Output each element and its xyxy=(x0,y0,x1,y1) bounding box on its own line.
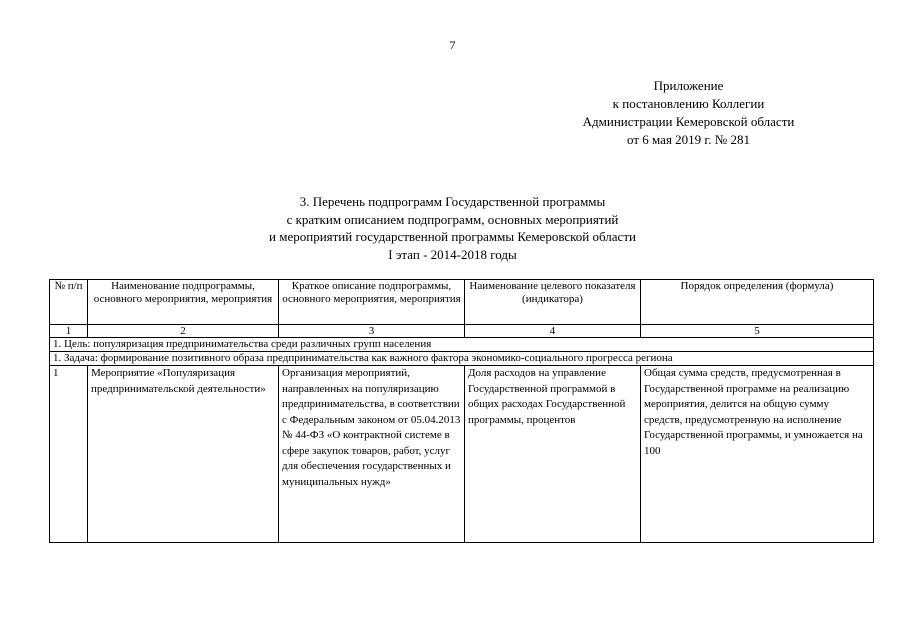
column-number: 4 xyxy=(465,325,641,338)
header-num: № п/п xyxy=(50,280,88,325)
goal-row xyxy=(50,338,874,352)
row-indicator: Доля расходов на управление Государственной программой в общих расходах Государственной программы, процентов xyxy=(465,366,641,543)
row-description: Организация мероприятий, направленных на популяризацию предпринимательства, в соответствии с Федеральным законом от 05.04.2013 № 44-ФЗ «О контрактной системе в сфере закупок товаров, работ, услуг для обеспечения государственных и муниципальных нужд» xyxy=(279,366,465,543)
row-name: Мероприятие «Популяризация предпринимательской деятельности» xyxy=(88,366,279,543)
task-row xyxy=(50,352,874,366)
program-table xyxy=(49,279,874,543)
title-line-3: и мероприятий государственной программы Кемеровской области xyxy=(269,229,636,244)
title-line-1: 3. Перечень подпрограмм Государственной программы xyxy=(299,194,606,209)
task-text: 1. Задача: формирование позитивного образа предпринимательства как важного фактора экономико-социального прогресса региона xyxy=(50,352,874,366)
column-number: 2 xyxy=(88,325,279,338)
column-number: 1 xyxy=(50,325,88,338)
document-title xyxy=(200,193,705,263)
title-line-2: с кратким описанием подпрограмм, основных мероприятий xyxy=(286,211,619,227)
row-formula: Общая сумма средств, предусмотренная в Государственной программе на реализацию мероприятия, делится на общую сумму средств, предусмотренную на исполнение Государственной программы, и умножается на 100 xyxy=(641,366,874,543)
appendix-line-3: Администрации Кемеровской области xyxy=(582,114,795,129)
goal-text: 1. Цель: популяризация предпринимательства среди различных групп населения xyxy=(50,338,874,352)
title-line-4: I этап - 2014-2018 годы xyxy=(388,246,517,262)
table-header-row xyxy=(50,280,874,325)
header-name: Наименование подпрограммы, основного мероприятия, мероприятия xyxy=(88,280,279,325)
header-description: Краткое описание подпрограммы, основного мероприятия, мероприятия xyxy=(279,280,465,325)
appendix-line-1: Приложение xyxy=(653,78,724,93)
row-num: 1 xyxy=(50,366,88,543)
appendix-line-4: от 6 мая 2019 г. № 281 xyxy=(627,132,750,147)
appendix-line-2: к постановлению Коллегии xyxy=(612,96,765,111)
page-number: 7 xyxy=(449,38,456,52)
header-formula: Порядок определения (формула) xyxy=(641,280,874,325)
column-number: 5 xyxy=(641,325,874,338)
appendix-block xyxy=(560,77,817,149)
column-number-row xyxy=(50,325,874,338)
header-indicator: Наименование целевого показателя (индикатора) xyxy=(465,280,641,325)
column-number: 3 xyxy=(279,325,465,338)
table-row xyxy=(50,366,874,543)
